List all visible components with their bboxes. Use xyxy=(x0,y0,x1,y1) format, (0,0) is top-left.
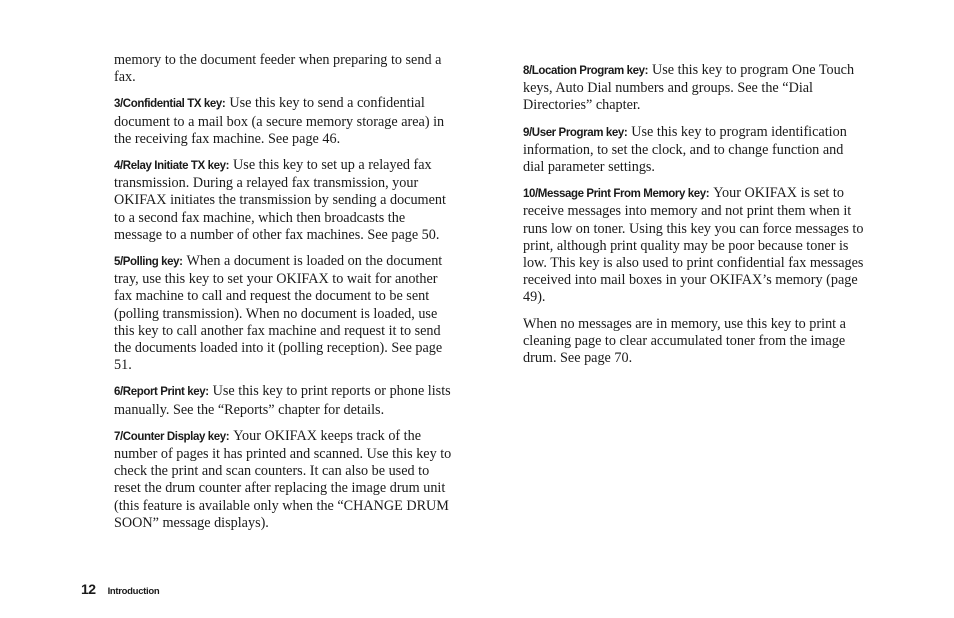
key-text: When a document is loaded on the document tray, use this key to set your OKIFAX to wait for another fax machine to call and request the document to be sent (polling transmission). When no document is loaded, use this key to call another fax machine and request it to send the documents loaded into it (polling reception). See page 51. xyxy=(114,253,443,374)
key-description-message-print-from-memory xyxy=(523,185,867,306)
key-term: 9/User Program key: xyxy=(523,126,628,139)
key-text: Use this key to program identification information, to set the clock, and to change function and dial parameter settings. xyxy=(523,123,847,176)
key-text: Use this key to send a confidential document to a mail box (a secure memory storage area) in the receiving fax machine. See page 46. xyxy=(114,95,445,147)
page-footer xyxy=(81,581,159,599)
key-description-confidential-tx xyxy=(114,95,456,148)
key-term: 4/Relay Initiate TX key: xyxy=(114,160,230,173)
key-description-polling xyxy=(114,253,456,374)
key-text: Use this key to print reports or phone lists manually. See the “Reports” chapter for details. xyxy=(114,383,451,418)
key-term: 5/Polling key: xyxy=(114,256,183,269)
page-number: 12 xyxy=(81,581,96,597)
key-term: 10/Message Print From Memory key: xyxy=(523,188,710,201)
section-name: Introduction xyxy=(107,586,160,597)
key-description-counter-display xyxy=(114,428,456,532)
key-term: 6/Report Print key: xyxy=(114,386,209,399)
left-column xyxy=(114,52,456,541)
key-description-relay-initiate-tx xyxy=(114,157,456,244)
key-text: Your OKIFAX keeps track of the number of pages it has printed and scanned. Use this key to check the print and scan counters. It can also be used to reset the drum counter after replacing the image drum unit (this feature is available only when the “CHANGE DRUM SOON” message displays). xyxy=(114,427,452,531)
key-term: 3/Confidential TX key: xyxy=(114,98,226,111)
key-text: Use this key to program One Touch keys, Auto Dial numbers and groups. See the “Dial Directories” chapter. xyxy=(523,62,855,114)
right-column xyxy=(523,62,867,376)
key-text: Use this key to set up a relayed fax transmission. During a relayed fax transmission, your OKIFAX initiates the transmission by sending a document to a second fax machine, which then broadcasts the message to a number of other fax machines. See page 50. xyxy=(114,157,446,243)
key-term: 7/Counter Display key: xyxy=(114,430,230,443)
key-description-location-program xyxy=(523,62,867,115)
key-description-report-print xyxy=(114,383,456,418)
key-term: 8/Location Program key: xyxy=(523,65,649,77)
closing-paragraph: When no messages are in memory, use this key to print a cleaning page to clear accumulated toner from the image drum. See page 70. xyxy=(523,315,846,367)
intro-paragraph: memory to the document feeder when preparing to send a fax. xyxy=(114,52,442,86)
key-description-user-program xyxy=(523,124,867,177)
key-text: Your OKIFAX is set to receive messages into memory and not print them when it runs low on toner. Using this key you can force messages to print, although print quality may be poor because toner is low. This key is also used to print confidential fax messages received into mail boxes in your OKIFAX’s memory (page 49). xyxy=(523,185,864,306)
